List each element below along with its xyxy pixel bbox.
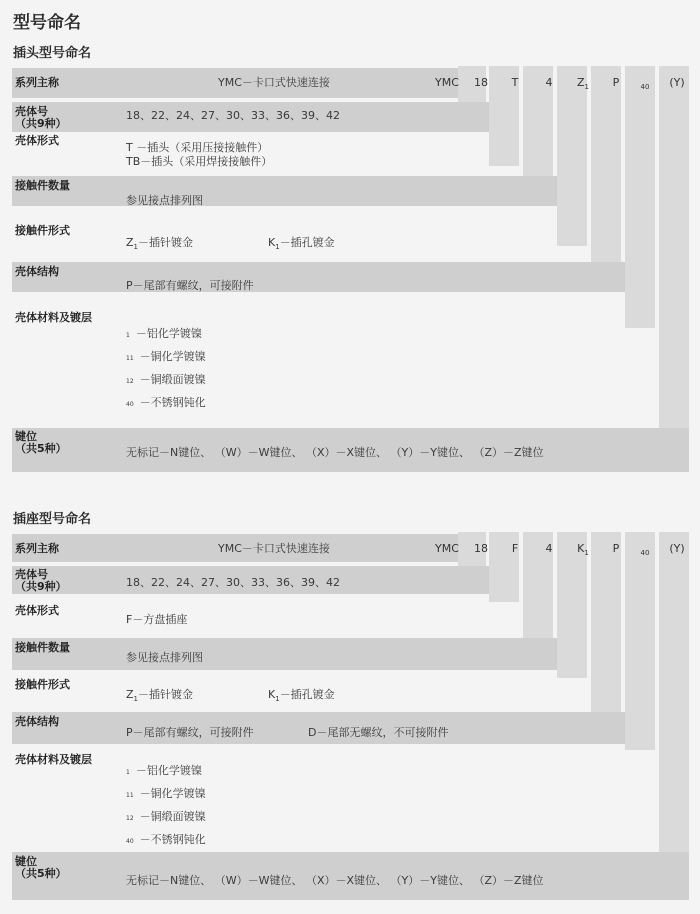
label-shell-form: 壳体形式 xyxy=(15,134,59,147)
label-shell-form: 壳体形式 xyxy=(15,604,59,617)
key-options: 无标记－N键位、 （W）－W键位、 （X）－X键位、 （Y）－Y键位、 （Z）－Z键位 xyxy=(126,874,544,887)
shell-structure-text: P－尾部有螺纹，可接附件 xyxy=(126,279,254,292)
code-contact-form-sub: 1 xyxy=(584,83,589,92)
code-shell-no: 18 xyxy=(474,542,488,555)
label-shell-no: 壳体号 xyxy=(15,568,48,581)
band-contact-qty xyxy=(12,638,557,670)
material-code: 12 xyxy=(126,378,134,385)
shell-no-values: 18、22、24、27、30、33、36、39、42 xyxy=(126,109,340,122)
contact-qty-text: 参见接点排列图 xyxy=(126,651,203,664)
contact-form-socket-text: －插孔镀金 xyxy=(279,688,335,701)
code-shell-structure: P xyxy=(612,76,620,89)
material-item xyxy=(126,396,206,412)
contact-form-pin xyxy=(126,236,193,254)
label-material: 壳体材料及镀层 xyxy=(15,753,92,766)
code-contact-form-sub: 1 xyxy=(584,549,589,558)
series-description: YMC－卡口式快速连接 xyxy=(218,76,330,89)
contact-form-pin-sub: 1 xyxy=(133,695,139,704)
shell-form-line-1: F－方盘插座 xyxy=(126,613,188,626)
label-contact-form: 接触件形式 xyxy=(15,224,70,237)
contact-form-socket-sub: 1 xyxy=(275,243,280,252)
code-ymc: YMC xyxy=(435,542,459,555)
shell-form-line-2: TB－插头（采用焊接接触件） xyxy=(126,155,273,168)
label-contact-form: 接触件形式 xyxy=(15,678,70,691)
code-shell-no: 18 xyxy=(474,76,488,89)
label-key-count: （共5种） xyxy=(15,867,67,880)
column-material xyxy=(659,66,689,428)
material-text: －铝化学镀镍 xyxy=(135,327,202,340)
plug-section-title: 插头型号命名 xyxy=(13,46,92,61)
code-contact-qty: 4 xyxy=(545,76,553,89)
material-item xyxy=(126,327,202,343)
shell-structure-text-2: D－尾部无螺纹，不可接附件 xyxy=(308,726,449,739)
contact-form-socket-text: －插孔镀金 xyxy=(279,236,335,249)
material-item xyxy=(126,810,206,826)
key-options: 无标记－N键位、 （W）－W键位、 （X）－X键位、 （Y）－Y键位、 （Z）－Z键位 xyxy=(126,446,544,459)
shell-structure-text: P－尾部有螺纹，可接附件 xyxy=(126,726,254,739)
material-text: －铜化学镀镍 xyxy=(139,787,206,800)
label-shell-no-count: （共9种） xyxy=(15,117,67,130)
label-shell-structure: 壳体结构 xyxy=(15,715,59,728)
label-contact-qty: 接触件数量 xyxy=(15,641,70,654)
contact-form-pin-code: Z xyxy=(126,688,134,701)
band-contact-qty xyxy=(12,176,557,206)
label-shell-no: 壳体号 xyxy=(15,105,48,118)
material-code: 40 xyxy=(126,401,134,408)
label-shell-structure: 壳体结构 xyxy=(15,265,59,278)
label-key-count: （共5种） xyxy=(15,442,67,455)
code-material: 40 xyxy=(640,549,650,557)
material-item xyxy=(126,787,206,803)
code-key: (Y) xyxy=(669,76,685,89)
material-code: 1 xyxy=(126,769,130,776)
material-text: －铜缎面镀镍 xyxy=(139,810,206,823)
material-text: －铜化学镀镍 xyxy=(139,350,206,363)
code-material: 40 xyxy=(640,83,650,91)
material-text: －铜缎面镀镍 xyxy=(139,373,206,386)
contact-form-pin-code: Z xyxy=(126,236,134,249)
material-item xyxy=(126,373,206,389)
label-series: 系列主称 xyxy=(15,542,59,555)
column-contact-form xyxy=(591,66,621,291)
series-description: YMC－卡口式快速连接 xyxy=(218,542,330,555)
material-code: 40 xyxy=(126,838,134,845)
label-series: 系列主称 xyxy=(15,76,59,89)
receptacle-section-title: 插座型号命名 xyxy=(13,512,92,527)
contact-form-socket xyxy=(268,236,335,254)
label-contact-qty: 接触件数量 xyxy=(15,179,70,192)
code-contact-form xyxy=(568,76,598,91)
code-contact-form-letter: Z xyxy=(576,76,585,89)
label-material: 壳体材料及镀层 xyxy=(15,311,92,324)
column-material xyxy=(659,532,689,852)
material-text: －不锈钢钝化 xyxy=(139,833,206,846)
contact-form-socket-code: K xyxy=(268,688,276,701)
contact-form-socket-code: K xyxy=(268,236,276,249)
label-key: 键位 xyxy=(15,855,37,868)
column-contact-form xyxy=(591,532,621,712)
material-code: 11 xyxy=(126,355,134,362)
code-shell-form: T xyxy=(511,76,519,89)
column-shell-structure xyxy=(625,532,655,750)
label-key: 键位 xyxy=(15,430,37,443)
column-shell-structure xyxy=(625,66,655,328)
contact-form-pin-sub: 1 xyxy=(133,243,139,252)
contact-form-socket xyxy=(268,688,335,706)
band-shell-structure xyxy=(12,262,625,292)
material-code: 11 xyxy=(126,792,134,799)
contact-form-socket-sub: 1 xyxy=(275,695,280,704)
contact-qty-text: 参见接点排列图 xyxy=(126,194,203,207)
contact-form-pin-text: －插针镀金 xyxy=(138,236,194,249)
contact-form-pin-text: －插针镀金 xyxy=(138,688,194,701)
shell-no-values: 18、22、24、27、30、33、36、39、42 xyxy=(126,576,340,589)
material-code: 1 xyxy=(126,332,130,339)
material-text: －铝化学镀镍 xyxy=(135,764,202,777)
material-item xyxy=(126,764,202,780)
material-item xyxy=(126,833,206,849)
column-contact-qty xyxy=(557,66,587,246)
shell-form-line-1: T －插头（采用压接接触件） xyxy=(126,141,269,154)
page-title: 型号命名 xyxy=(13,13,81,33)
code-key: (Y) xyxy=(669,542,685,555)
label-shell-no-count: （共9种） xyxy=(15,580,67,593)
material-code: 12 xyxy=(126,815,134,822)
code-contact-qty: 4 xyxy=(545,542,553,555)
contact-form-pin xyxy=(126,688,193,706)
code-contact-form xyxy=(568,542,598,557)
code-contact-form-letter: K xyxy=(577,542,585,555)
code-shell-structure: P xyxy=(612,542,620,555)
material-text: －不锈钢钝化 xyxy=(139,396,206,409)
code-ymc: YMC xyxy=(435,76,459,89)
material-item xyxy=(126,350,206,366)
code-shell-form: F xyxy=(511,542,519,555)
